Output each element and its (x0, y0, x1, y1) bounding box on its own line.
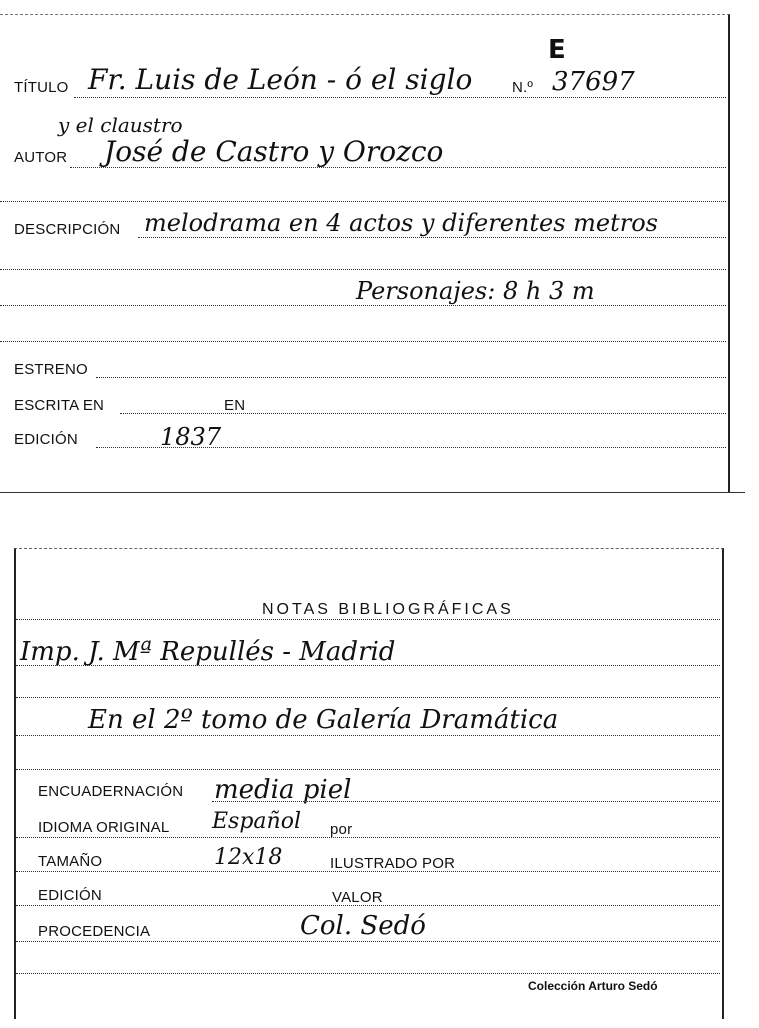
note-line-2: En el 2º tomo de Galería Dramática (88, 705, 559, 735)
label-por: por (330, 821, 353, 838)
rule (16, 769, 720, 770)
label-valor: VALOR (332, 889, 383, 906)
value-descripcion-line1: melodrama en 4 actos y diferentes metros (144, 209, 658, 237)
label-numero: N.º (512, 79, 534, 96)
rule (0, 305, 726, 306)
rule (16, 871, 720, 872)
label-ilustrado-por: ILUSTRADO POR (330, 855, 456, 872)
catalog-card-top (0, 14, 730, 493)
collection-footer: Colección Arturo Sedó (528, 979, 658, 993)
stamp-letter: E (548, 35, 566, 65)
value-idioma-original: Español (212, 809, 301, 834)
rule (16, 735, 720, 736)
value-edicion: 1837 (160, 423, 222, 451)
label-edicion: EDICIÓN (14, 431, 78, 448)
rule (74, 97, 726, 98)
value-titulo-line1: Fr. Luis de León - ó el siglo (88, 63, 473, 96)
note-line-1: Imp. J. Mª Repullés - Madrid (20, 637, 396, 667)
rule (96, 447, 726, 448)
card-separator (0, 492, 745, 493)
value-autor: José de Castro y Orozco (104, 135, 444, 168)
catalog-card-bottom (14, 548, 724, 1019)
value-numero: 37697 (552, 67, 635, 97)
value-tamano: 12x18 (214, 845, 283, 870)
label-idioma-original: IDIOMA ORIGINAL (38, 819, 170, 836)
rule (212, 801, 720, 802)
label-en: EN (224, 397, 246, 414)
rule (16, 697, 720, 698)
label-descripcion: DESCRIPCIÓN (14, 221, 121, 238)
value-encuadernacion: media piel (214, 775, 352, 805)
label-escrita-en: ESCRITA EN (14, 397, 105, 414)
label-tamano: TAMAÑO (38, 853, 103, 870)
label-procedencia: PROCEDENCIA (38, 923, 151, 940)
rule (16, 619, 720, 620)
notes-heading: NOTAS BIBLIOGRÁFICAS (262, 601, 514, 618)
rule (16, 837, 720, 838)
rule (16, 941, 720, 942)
rule (16, 665, 720, 666)
rule (0, 341, 726, 342)
label-estreno: ESTRENO (14, 361, 88, 378)
rule (16, 905, 720, 906)
label-autor: AUTOR (14, 149, 68, 166)
label-encuadernacion: ENCUADERNACIÓN (38, 783, 184, 800)
value-procedencia: Col. Sedó (300, 911, 426, 941)
label-edicion-bottom: EDICIÓN (38, 887, 102, 904)
rule (138, 237, 726, 238)
label-titulo: TÍTULO (14, 79, 69, 96)
rule (0, 201, 726, 202)
rule (0, 269, 726, 270)
value-titulo-line2: y el claustro (58, 113, 183, 137)
rule (120, 413, 726, 414)
rule (70, 167, 726, 168)
rule (16, 973, 720, 974)
rule (96, 377, 726, 378)
value-descripcion-line2: Personajes: 8 h 3 m (356, 277, 595, 305)
